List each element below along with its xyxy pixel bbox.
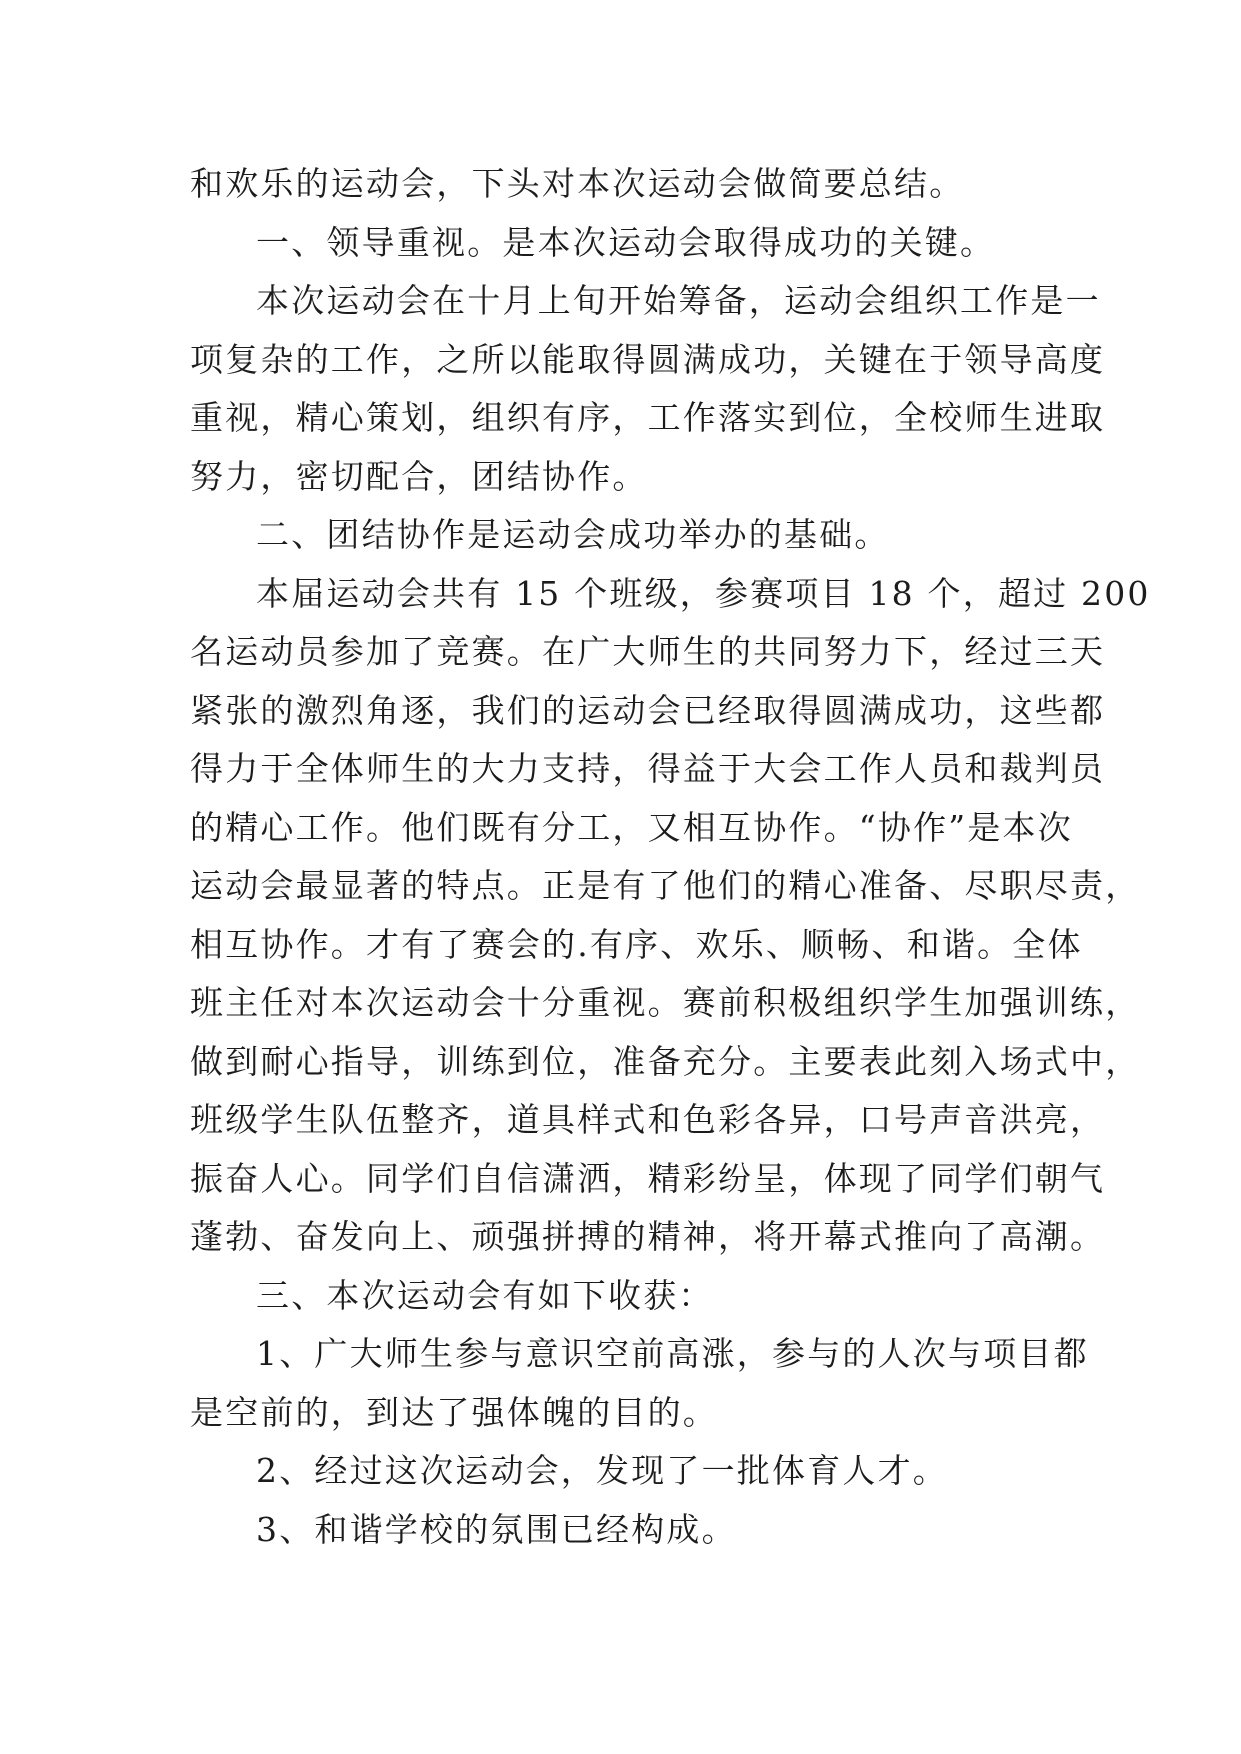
paragraph <box>190 1442 1070 1501</box>
text-line: 的精心工作。他们既有分工，又相互协作。“协作”是本次 <box>190 807 1073 847</box>
text-line: 本次运动会在十月上旬开始筹备，运动会组织工作是一 <box>256 281 1101 320</box>
text-line: 运动会最显著的特点。正是有了他们的精心准备、尽职尽责， <box>190 866 1141 905</box>
text-line: 和欢乐的运动会，下头对本次运动会做简要总结。 <box>190 164 965 203</box>
text-line: 努力，密切配合，团结协作。 <box>190 456 648 496</box>
text-line: 振奋人心。同学们自信潇洒，精彩纷呈，体现了同学们朝气 <box>190 1158 1106 1198</box>
text-line: 班级学生队伍整齐，道具样式和色彩各异，口号声音洪亮， <box>190 1100 1106 1139</box>
text-line: 本届运动会共有 15 个班级，参赛项目 18 个，超过 200 <box>256 573 1151 613</box>
text-line: 是空前的，到达了强体魄的目的。 <box>190 1392 718 1432</box>
text-line: 名运动员参加了竞赛。在广大师生的共同努力下，经过三天 <box>190 632 1106 671</box>
text-line: 蓬勃、奋发向上、顽强拼搏的精神，将开幕式推向了高潮。 <box>190 1217 1106 1256</box>
paragraph <box>190 565 1151 1267</box>
text-line: 班主任对本次运动会十分重视。赛前积极组织学生加强训练， <box>190 983 1141 1022</box>
paragraph <box>190 506 1070 565</box>
text-line: 相互协作。才有了赛会的.有序、欢乐、顺畅、和谐。全体 <box>190 924 1083 964</box>
text-line: 1、广大师生参与意识空前高涨，参与的人次与项目都 <box>256 1334 1089 1373</box>
text-line: 三、本次运动会有如下收获： <box>256 1275 714 1315</box>
text-line: 紧张的激烈角逐，我们的运动会已经取得圆满成功，这些都 <box>190 690 1106 730</box>
text-line: 3、和谐学校的氛围已经构成。 <box>256 1509 737 1549</box>
paragraph <box>190 1501 1070 1560</box>
text-line: 得力于全体师生的大力支持，得益于大会工作人员和裁判员 <box>190 749 1106 788</box>
text-line: 二、团结协作是运动会成功举办的基础。 <box>256 515 890 554</box>
text-line: 重视，精心策划，组织有序，工作落实到位，全校师生进取 <box>190 398 1106 437</box>
document-body <box>190 155 1151 1559</box>
paragraph <box>190 272 1106 506</box>
paragraph <box>190 214 1070 273</box>
text-line: 项复杂的工作，之所以能取得圆满成功，关键在于领导高度 <box>190 339 1106 379</box>
text-line: 2、经过这次运动会，发现了一批体育人才。 <box>256 1451 948 1490</box>
text-line: 一、领导重视。是本次运动会取得成功的关键。 <box>256 222 996 262</box>
paragraph <box>190 1267 1070 1326</box>
text-line: 做到耐心指导，训练到位，准备充分。主要表此刻入场式中， <box>190 1041 1141 1081</box>
paragraph <box>190 155 1070 214</box>
paragraph <box>190 1325 1089 1442</box>
